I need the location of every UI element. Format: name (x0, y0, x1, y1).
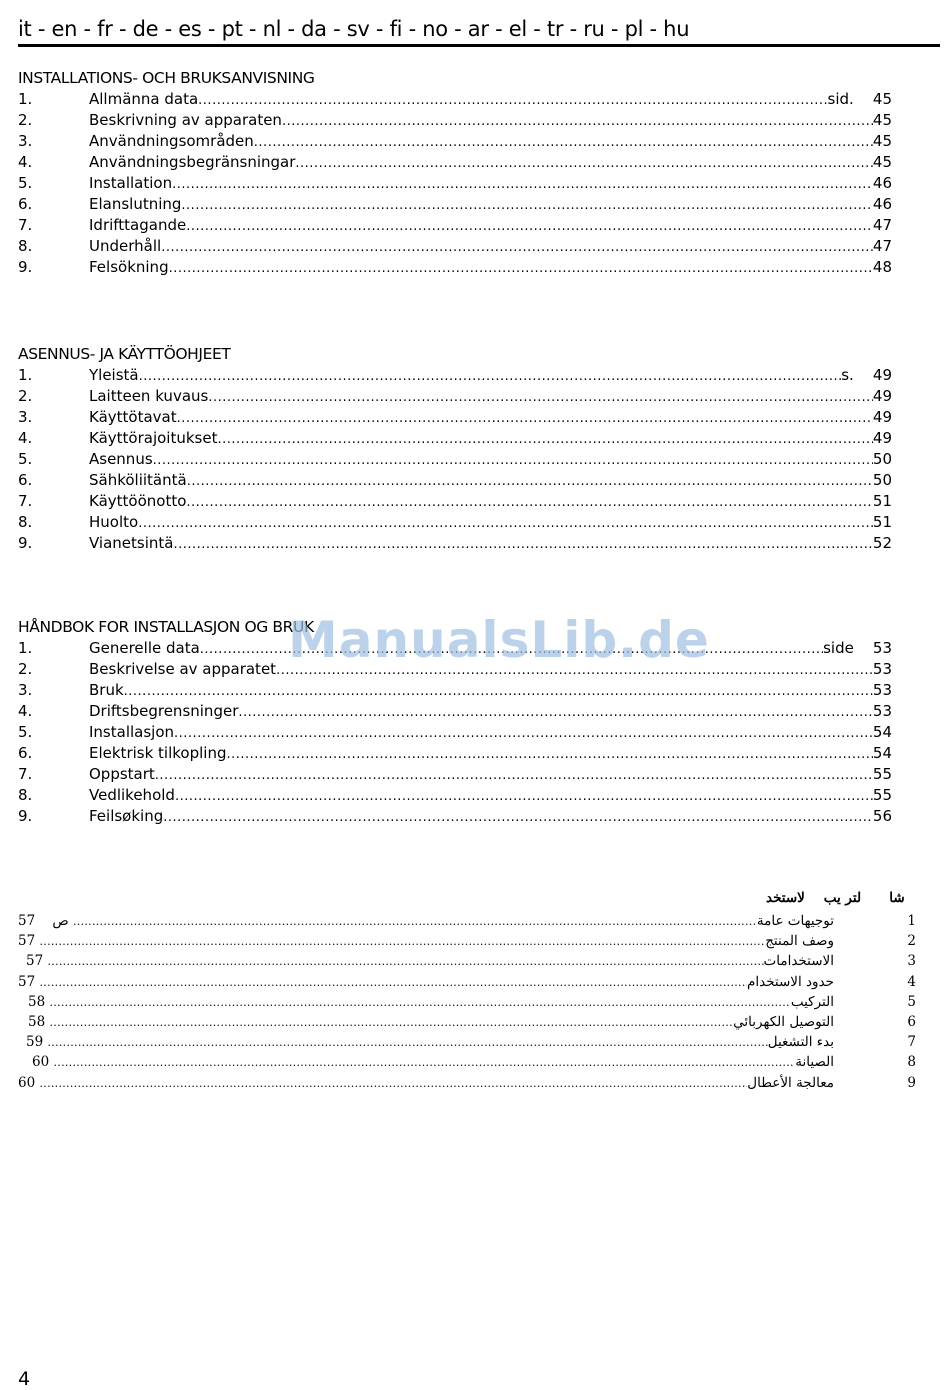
entry-number: 9. (18, 807, 33, 825)
entry-title: التوصيل الكهربائي (733, 1013, 834, 1030)
page-prefix: ص (52, 913, 69, 929)
entry-title: Installation (89, 174, 173, 192)
dot-leader (177, 408, 873, 429)
page-ref: 51 (872, 513, 892, 531)
entry-title: Installasjon (89, 723, 175, 741)
toc-entry (18, 743, 892, 764)
entry-number: 5. (18, 723, 33, 741)
toc-entry (18, 701, 892, 722)
page-ref: 53 (872, 639, 892, 657)
toc-entry (18, 173, 892, 194)
page-ref: 51 (872, 492, 892, 510)
page-ref: 49 (872, 429, 892, 447)
page-ref: 54 (872, 744, 892, 762)
entry-number: 7. (18, 216, 33, 234)
toc-list (18, 911, 916, 1093)
page-ref: 57 (26, 953, 44, 970)
section-title: HÅNDBOK FOR INSTALLASJON OG BRUK (18, 618, 314, 636)
spacer (35, 911, 52, 931)
spacer (854, 365, 873, 386)
page-ref: 47 (872, 237, 892, 255)
entry-title: Användningsbegränsningar (89, 153, 296, 171)
toc-entry (18, 89, 892, 110)
dot-leader (163, 807, 873, 828)
entry-title: الصيانة (795, 1054, 834, 1071)
page-ref: 54 (872, 723, 892, 741)
entry-number: 6. (18, 195, 33, 213)
entry-number: 6. (18, 744, 33, 762)
dot-leader (73, 912, 757, 932)
section-title (766, 890, 905, 906)
page-ref: 58 (28, 1013, 46, 1030)
page-ref: 45 (872, 111, 892, 129)
toc-entry (18, 1012, 916, 1032)
page-ref: 45 (872, 132, 892, 150)
toc-entry (18, 257, 892, 278)
toc-entry (18, 449, 892, 470)
entry-number: 3. (18, 408, 33, 426)
page-ref: 53 (872, 681, 892, 699)
dot-leader (254, 132, 873, 153)
entry-title: Oppstart (89, 765, 155, 783)
entry-number: 1. (18, 90, 33, 108)
page-ref: 49 (872, 387, 892, 405)
entry-title: توجيهات عامة (756, 913, 834, 929)
entry-number: 1 (907, 913, 916, 929)
page-ref: 46 (872, 174, 892, 192)
dot-leader (161, 237, 873, 258)
entry-title: معالجة الأعطال (747, 1074, 834, 1091)
entry-title: Feilsøking (89, 807, 164, 825)
toc-entry (18, 110, 892, 131)
entry-title: حدود الاستخدام (747, 973, 834, 990)
page-number: 4 (18, 1368, 31, 1390)
toc-entry (18, 365, 892, 386)
entry-title: وصف المنتج (765, 933, 834, 950)
dot-leader (139, 366, 842, 387)
toc-entry (18, 680, 892, 701)
entry-number: 1. (18, 639, 33, 657)
page-ref: 55 (872, 765, 892, 783)
entry-title: Generelle data (89, 639, 200, 657)
language-bar: it - en - fr - de - es - pt - nl - da - sv - fi - no - ar - el - tr - ru - pl - hu (18, 14, 940, 47)
entry-number: 2. (18, 387, 33, 405)
dot-leader (238, 702, 873, 723)
entry-number: 9. (18, 534, 33, 552)
toc-entry (18, 512, 892, 533)
entry-number: 9 (907, 1074, 916, 1091)
entry-number: 5. (18, 450, 33, 468)
page-ref: 50 (872, 471, 892, 489)
entry-title: Allmänna data (89, 90, 199, 108)
dot-leader (174, 723, 873, 744)
entry-number: 2. (18, 111, 33, 129)
page-ref: 59 (26, 1034, 44, 1051)
section-title: INSTALLATIONS- OCH BRUKSANVISNING (18, 69, 315, 87)
toc-section-finnish (18, 344, 892, 554)
toc-entry (18, 992, 916, 1012)
toc-entry (18, 951, 916, 971)
entry-title: Asennus (89, 450, 153, 468)
entry-number: 5 (907, 993, 916, 1010)
entry-number: 7 (907, 1034, 916, 1051)
toc-entry (18, 215, 892, 236)
dot-leader (175, 786, 873, 807)
toc-entry (18, 533, 892, 554)
title-part: لاستخد (766, 890, 805, 906)
dot-leader (169, 258, 873, 279)
section-title: ASENNUS- JA KÄYTTÖOHJEET (18, 345, 231, 363)
toc-entry (18, 931, 916, 951)
page-ref: 47 (872, 216, 892, 234)
toc-entry (18, 194, 892, 215)
dot-leader (47, 952, 763, 972)
toc-entry (18, 764, 892, 785)
toc-entry (18, 911, 916, 931)
dot-leader (187, 471, 873, 492)
entry-number: 3. (18, 681, 33, 699)
dot-leader (186, 492, 873, 513)
toc-entry (18, 785, 892, 806)
entry-title: بدء التشغيل (767, 1034, 834, 1051)
page-ref: 57 (18, 933, 36, 950)
entry-number: 8. (18, 237, 33, 255)
toc-entry (18, 131, 892, 152)
page-ref: 58 (28, 993, 46, 1010)
page-ref: 50 (872, 450, 892, 468)
toc-entry (18, 236, 892, 257)
watermark: ManualsLib.de (288, 611, 710, 669)
toc-entry (18, 470, 892, 491)
page-ref: 53 (872, 660, 892, 678)
dot-leader (208, 387, 873, 408)
entry-title: الاستخدامات (763, 953, 834, 970)
entry-number: 7. (18, 492, 33, 510)
entry-number: 2. (18, 660, 33, 678)
entry-title: Elanslutning (89, 195, 182, 213)
page-ref: 55 (872, 786, 892, 804)
entry-title: التركيب (790, 993, 834, 1010)
dot-leader (39, 973, 747, 993)
entry-title: Vianetsintä (89, 534, 174, 552)
dot-leader (217, 429, 872, 450)
dot-leader (39, 1074, 747, 1094)
toc-entry (18, 152, 892, 173)
page-ref: 49 (872, 366, 892, 384)
dot-leader (47, 1033, 767, 1053)
page-prefix: side (823, 639, 854, 657)
entry-number: 9. (18, 258, 33, 276)
entry-title: Beskrivning av apparaten (89, 111, 282, 129)
toc-entry (18, 491, 892, 512)
title-part: شا (889, 890, 905, 906)
entry-number: 7. (18, 765, 33, 783)
entry-title: Bruk (89, 681, 124, 699)
page-ref: 46 (872, 195, 892, 213)
entry-number: 3. (18, 132, 33, 150)
entry-number: 4. (18, 429, 33, 447)
toc-section-swedish (18, 68, 892, 278)
entry-title: Yleistä (89, 366, 139, 384)
entry-title: Laitteen kuvaus (89, 387, 209, 405)
entry-number: 1. (18, 366, 33, 384)
entry-number: 6. (18, 471, 33, 489)
page-ref: 57 (18, 913, 36, 929)
toc-entry (18, 972, 916, 992)
entry-title: Driftsbegrensninger (89, 702, 239, 720)
page-ref: 56 (872, 807, 892, 825)
entry-title: Sähköliitäntä (89, 471, 187, 489)
dot-leader (198, 90, 827, 111)
toc-entry (18, 386, 892, 407)
page-ref: 57 (18, 973, 36, 990)
toc-entry (18, 722, 892, 743)
spacer (854, 89, 873, 110)
title-part: لتر يب (823, 890, 862, 906)
page-ref: 45 (872, 90, 892, 108)
dot-leader (282, 111, 873, 132)
entry-number: 6 (907, 1013, 916, 1030)
dot-leader (124, 681, 873, 702)
entry-title: Elektrisk tilkopling (89, 744, 227, 762)
toc-entry (18, 1073, 916, 1093)
page-ref: 48 (872, 258, 892, 276)
dot-leader (49, 993, 790, 1013)
dot-leader (295, 153, 873, 174)
toc-list (18, 89, 892, 278)
toc-entry (18, 407, 892, 428)
entry-title: Vedlikehold (89, 786, 175, 804)
entry-title: Käyttörajoitukset (89, 429, 218, 447)
entry-title: Käyttöönotto (89, 492, 187, 510)
toc-list (18, 365, 892, 554)
entry-number: 4 (907, 973, 916, 990)
entry-title: Beskrivelse av apparatet (89, 660, 277, 678)
page-ref: 45 (872, 153, 892, 171)
dot-leader (172, 174, 873, 195)
toc-entry (18, 428, 892, 449)
entry-title: Käyttötavat (89, 408, 177, 426)
page-ref: 52 (872, 534, 892, 552)
page-ref: 49 (872, 408, 892, 426)
page-ref: 60 (18, 1074, 36, 1091)
toc-entry (18, 1032, 916, 1052)
entry-number: 8. (18, 786, 33, 804)
page-ref: 53 (872, 702, 892, 720)
entry-title: Huolto (89, 513, 139, 531)
dot-leader (186, 216, 873, 237)
entry-number: 2 (907, 933, 916, 950)
entry-title: Idrifttagande (89, 216, 187, 234)
dot-leader (181, 195, 872, 216)
dot-leader (226, 744, 872, 765)
entry-number: 5. (18, 174, 33, 192)
entry-title: Felsökning (89, 258, 169, 276)
page-prefix: sid. (827, 90, 854, 108)
page-ref: 60 (32, 1054, 50, 1071)
spacer (854, 638, 873, 659)
entry-title: Användningsområden (89, 132, 254, 150)
entry-title: Underhåll (89, 237, 162, 255)
entry-number: 8. (18, 513, 33, 531)
dot-leader (138, 513, 873, 534)
entry-number: 8 (907, 1054, 916, 1071)
dot-leader (39, 932, 765, 952)
dot-leader (49, 1013, 733, 1033)
dot-leader (153, 450, 873, 471)
entry-number: 4. (18, 702, 33, 720)
toc-entry (18, 806, 892, 827)
dot-leader (173, 534, 872, 555)
page-prefix: s. (841, 366, 854, 384)
dot-leader (53, 1053, 795, 1073)
entry-number: 4. (18, 153, 33, 171)
dot-leader (155, 765, 873, 786)
toc-entry (18, 1052, 916, 1072)
entry-number: 3 (907, 953, 916, 970)
